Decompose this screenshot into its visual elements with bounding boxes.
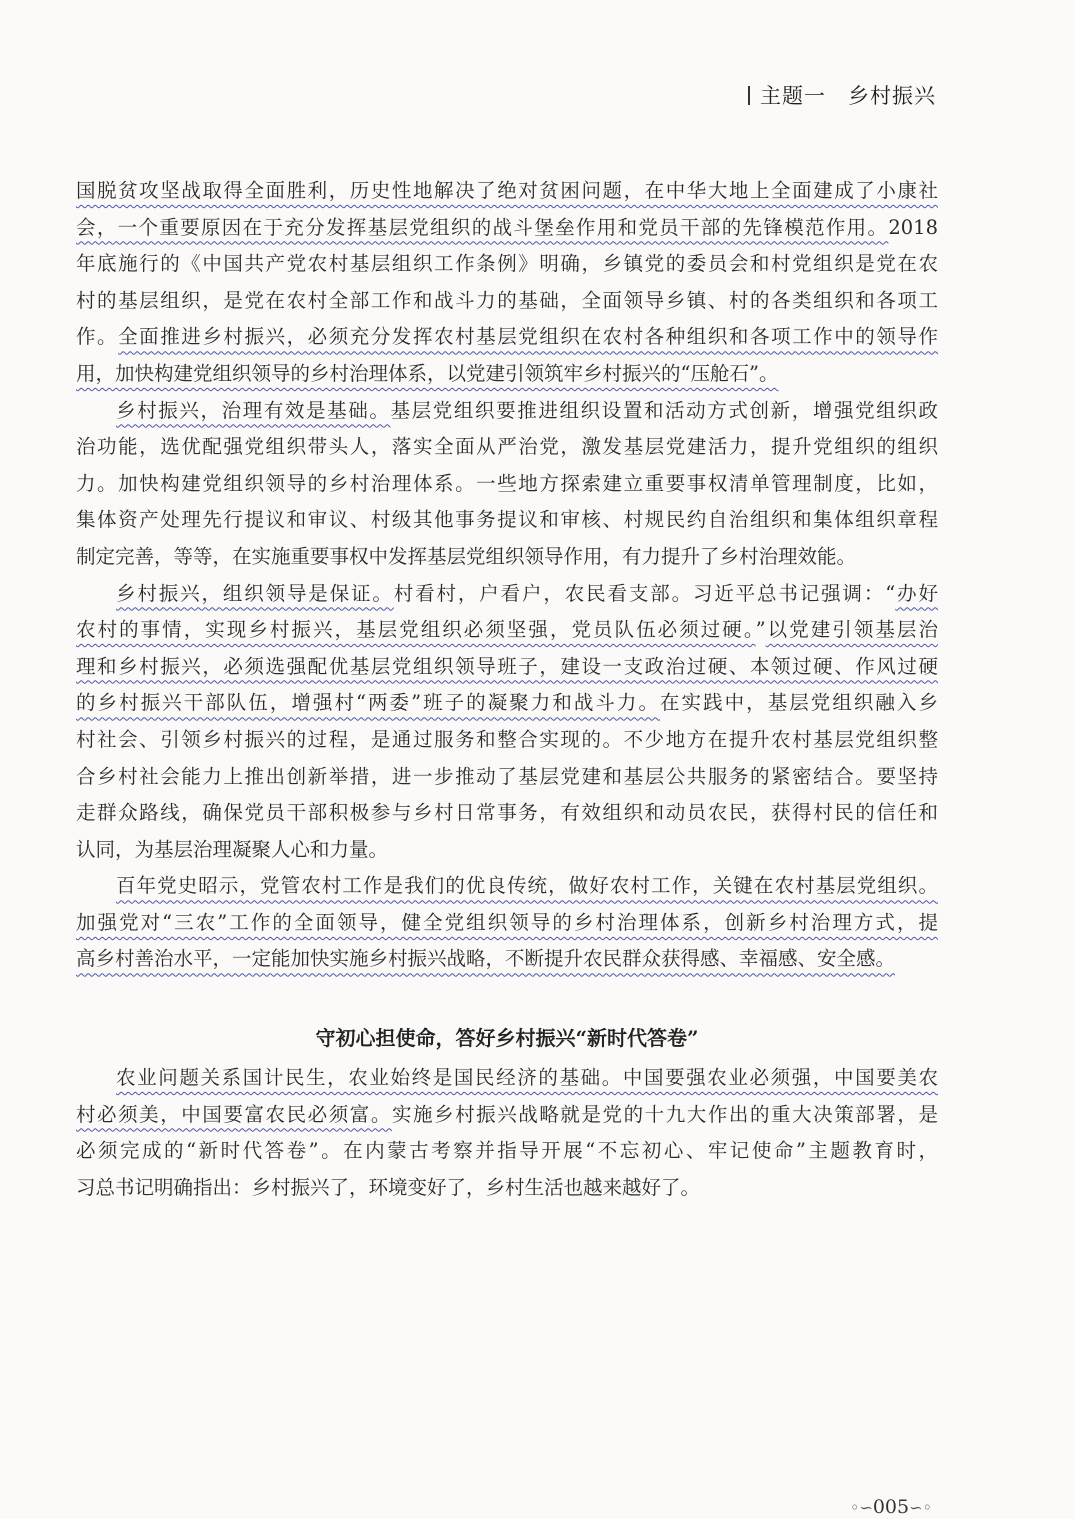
text-segment: 习总书记明确指出：乡村振兴了，环境变好了，乡村生活也越来越好了。 <box>76 1175 701 1199</box>
text-line <box>76 1097 938 1134</box>
text-line <box>76 393 938 430</box>
text-line <box>76 539 938 576</box>
text-line <box>76 905 938 942</box>
text-segment: 走群众路线，确保党员干部积极参与乡村日常事务，有效组织和动员农民，获得村民的信任和 <box>76 801 938 825</box>
underlined-text: 的乡村振兴干部队伍，增强村“两委”班子的凝聚力和战斗力。 <box>76 691 661 715</box>
text-line <box>76 246 938 283</box>
text-segment: 村的基层组织，是党在农村全部工作和战斗力的基础，全面领导乡镇、村的各类组织和各项工 <box>76 288 938 312</box>
text-segment: 必须完成的“新时代答卷”。在内蒙古考察并指导开展“不忘初心、牢记使命”主题教育时， <box>76 1139 938 1163</box>
text-segment: ” <box>755 618 766 642</box>
text-line <box>76 210 938 247</box>
text-line <box>76 868 938 905</box>
text-segment: 合乡村社会能力上推出创新举措，进一步推动了基层党建和基层公共服务的紧密结合。要坚持 <box>76 764 938 788</box>
text-line <box>76 685 938 722</box>
text-line <box>76 722 938 759</box>
underlined-text: 以党建引领基层治 <box>765 618 938 642</box>
section-title: 守初心担使命，答好乡村振兴“新时代答卷” <box>315 1026 699 1051</box>
body-paragraphs <box>76 173 938 978</box>
text-segment: 认同，为基层治理凝聚人心和力量。 <box>76 837 389 861</box>
text-line <box>76 1133 938 1170</box>
running-header <box>748 80 936 110</box>
text-line <box>76 1060 938 1097</box>
underlined-text: 办好 <box>895 581 938 605</box>
underlined-text: 用，加快构建党组织领导的乡村治理体系，以党建引领筑牢乡村振兴的“压舱石”。 <box>76 361 779 385</box>
text-segment: 基层党组织要推进组织设置和活动方式创新，增强党组织政 <box>390 398 938 422</box>
text-line <box>76 466 938 503</box>
paragraph <box>76 393 938 576</box>
paragraph <box>76 868 938 978</box>
text-segment: 年底施行的《中国共产党农村基层组织工作条例》明确，乡镇党的委员会和村党组织是党在农 <box>76 252 938 276</box>
underlined-text: 乡村振兴，组织领导是保证。 <box>116 581 394 605</box>
text-line <box>76 576 938 613</box>
text-segment: 在实践中，基层党组织融入乡 <box>660 691 938 715</box>
text-line <box>76 941 938 978</box>
underlined-text: 全面推进乡村振兴，必须充分发挥农村基层党组织在农村各种组织和各项工作中的领导作 <box>118 325 938 349</box>
page-ornament-left: ◦∽ <box>850 1498 873 1517</box>
paragraph <box>76 1060 938 1206</box>
text-segment: 作。 <box>76 325 119 349</box>
text-segment: 制定完善，等等，在实施重要事权中发挥基层党组织领导作用，有力提升了乡村治理效能。 <box>76 544 857 568</box>
text-line <box>76 502 938 539</box>
text-line <box>76 759 938 796</box>
text-line <box>76 173 938 210</box>
text-segment: 村看村，户看户，农民看支部。习近平总书记强调：“ <box>393 581 896 605</box>
text-line <box>76 356 938 393</box>
text-line <box>76 1170 938 1207</box>
text-segment: 村社会、引领乡村振兴的过程，是通过服务和整合实现的。不少地方在提升农村基层党组织整 <box>76 727 938 751</box>
text-segment: 力。加快构建党组织领导的乡村治理体系。一些地方探索建立重要事权清单管理制度，比如， <box>76 471 938 495</box>
text-segment: 2018 <box>888 215 938 239</box>
page-body <box>76 173 938 1206</box>
underlined-text: 村必须美，中国要富农民必须富。 <box>76 1102 392 1126</box>
page-number <box>850 1496 932 1518</box>
underlined-text: 会，一个重要原因在于充分发挥基层党组织的战斗堡垒作用和党员干部的先锋模范作用。 <box>76 215 889 239</box>
text-line <box>76 283 938 320</box>
header-section: 乡村振兴 <box>848 84 936 108</box>
text-segment: 实施乡村振兴战略就是党的十九大作出的重大决策部署，是 <box>391 1102 938 1126</box>
underlined-text: 高乡村善治水平，一定能加快实施乡村振兴战略，不断提升农民群众获得感、幸福感、安全感。 <box>76 947 896 971</box>
text-segment: 集体资产处理先行提议和审议、村级其他事务提议和审核、村规民约自治组织和集体组织章程 <box>76 508 938 532</box>
text-line <box>76 649 938 686</box>
underlined-text: 理和乡村振兴，必须选强配优基层党组织领导班子，建设一支政治过硬、本领过硬、作风过硬 <box>76 654 938 678</box>
text-line <box>76 832 938 869</box>
page-number-text: 005 <box>872 1496 910 1518</box>
paragraph <box>76 576 938 869</box>
text-line <box>76 429 938 466</box>
paragraph <box>76 173 938 393</box>
text-line <box>76 319 938 356</box>
text-segment: 治功能，选优配强党组织带头人，落实全面从严治党，激发基层党建活力，提升党组织的组织 <box>76 435 938 459</box>
section-paragraphs <box>76 1060 938 1206</box>
underlined-text: 乡村振兴，治理有效是基础。 <box>116 398 391 422</box>
underlined-text: 加强党对“三农”工作的全面领导，健全党组织领导的乡村治理体系，创新乡村治理方式，提 <box>76 910 938 934</box>
text-line <box>76 795 938 832</box>
underlined-text: 农村的事情，实现乡村振兴，基层党组织必须坚强，党员队伍必须过硬。 <box>76 618 756 642</box>
text-line <box>76 612 938 649</box>
underlined-text: 农业问题关系国计民生，农业始终是国民经济的基础。中国要强农业必须强，中国要美农 <box>116 1066 938 1090</box>
header-bar <box>748 86 750 105</box>
page-ornament-right: ∽◦ <box>909 1498 932 1517</box>
underlined-text: 百年党史昭示，党管农村工作是我们的优良传统，做好农村工作，关键在农村基层党组织。 <box>116 874 938 898</box>
header-topic: 主题一 <box>760 84 826 108</box>
underlined-text: 国脱贫攻坚战取得全面胜利，历史性地解决了绝对贫困问题，在中华大地上全面建成了小康社 <box>76 179 938 202</box>
